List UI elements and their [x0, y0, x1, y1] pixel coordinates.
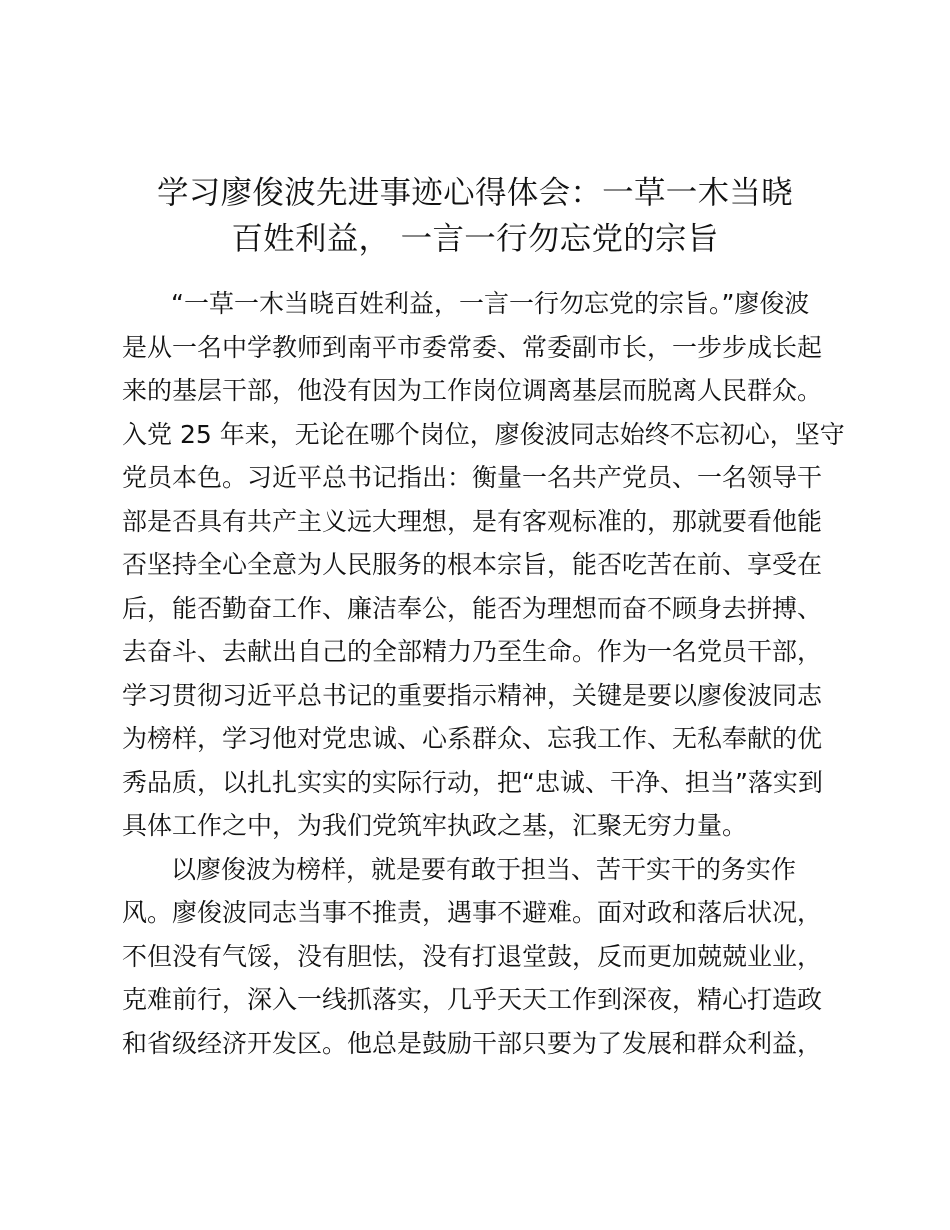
paragraph-2-line-2: 风。廖俊波同志当事不推责，遇事不避难。面对政和落后状况， — [122, 898, 823, 927]
paragraph-1-line-6: 部是否具有共产主义远大理想，是有客观标准的，那就要看他能 — [122, 506, 823, 536]
paragraph-1-line-8: 后，能否勤奋工作、廉洁奉公，能否为理想而奋不顾身去拼搏、 — [122, 593, 823, 623]
paragraph-1-line-7: 否坚持全心全意为人民服务的根本宗旨，能否吃苦在前、享受在 — [122, 550, 823, 579]
paragraph-1-line-3: 来的基层干部，他没有因为工作岗位调离基层而脱离人民群众。 — [122, 376, 823, 405]
paragraph-1-line-9: 去奋斗、去献出自己的全部精力乃至生命。作为一名党员干部， — [122, 637, 823, 666]
paragraph-1-line-2: 是从一名中学教师到南平市委常委、常委副市长，一步步成长起 — [122, 332, 823, 362]
paragraph-1-line-11: 为榜样，学习他对党忠诚、心系群众、忘我工作、无私奉献的优 — [122, 724, 823, 753]
paragraph-1-line-4: 入党 25 年来，无论在哪个岗位，廖俊波同志始终不忘初心，坚守 — [122, 419, 845, 449]
paragraph-1-line-13: 具体工作之中，为我们党筑牢执政之基，汇聚无穷力量。 — [122, 811, 748, 840]
paragraph-2-line-1: 以廖俊波为榜样，就是要有敢于担当、苦干实干的务实作 — [171, 854, 797, 884]
paragraph-1-line-10: 学习贯彻习近平总书记的重要指示精神，关键是要以廖俊波同志 — [122, 680, 823, 710]
paragraph-1-line-5: 党员本色。习近平总书记指出：衡量一名共产党员、一名领导干 — [122, 463, 823, 492]
paragraph-1-line-1: “一草一木当晓百姓利益，一言一行勿忘党的宗旨。”廖俊波 — [171, 289, 810, 318]
document-title-line-1: 学习廖俊波先进事迹心得体会：一草一木当晓 — [156, 175, 793, 211]
paragraph-1-line-12: 秀品质，以扎扎实实的实际行动，把“忠诚、干净、担当”落实到 — [122, 767, 823, 797]
document-title-line-2: 百姓利益， 一言一行勿忘党的宗旨 — [231, 221, 719, 257]
paragraph-2-line-5: 和省级经济开发区。他总是鼓励干部只要为了发展和群众利益， — [122, 1028, 823, 1058]
paragraph-2-line-3: 不但没有气馁，没有胆怯，没有打退堂鼓，反而更加兢兢业业， — [122, 941, 823, 971]
paragraph-2-line-4: 克难前行，深入一线抓落实，几乎天天工作到深夜，精心打造政 — [122, 985, 823, 1014]
